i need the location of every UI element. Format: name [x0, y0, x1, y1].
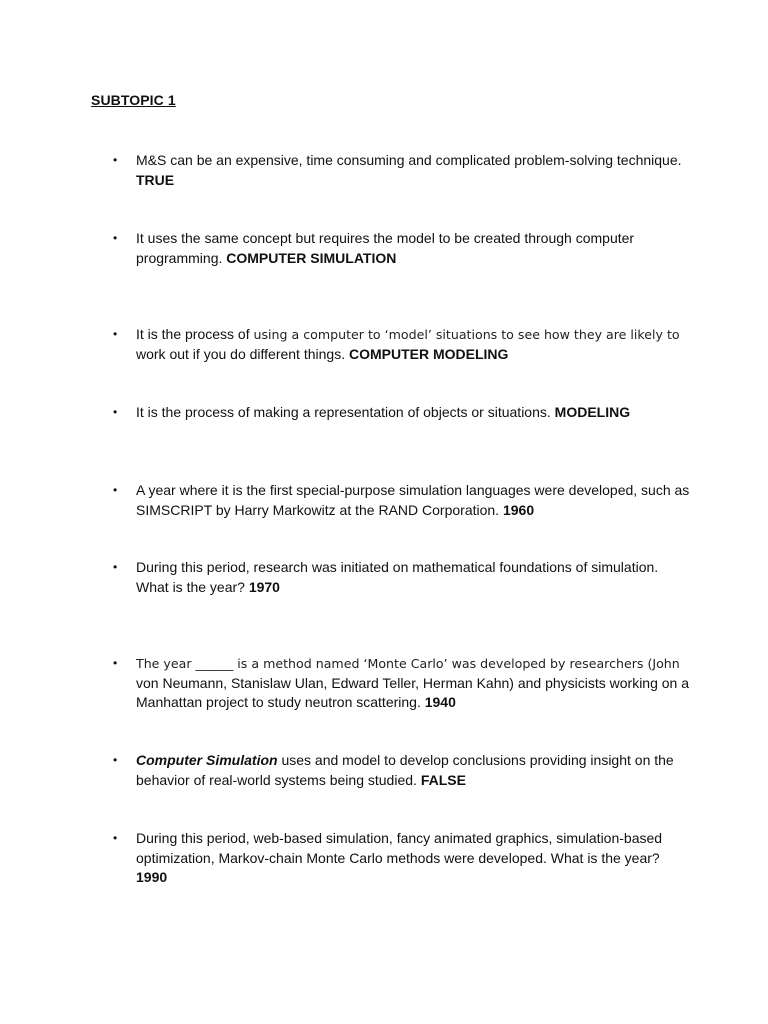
- list-item: [113, 151, 693, 190]
- list-item: [113, 403, 693, 423]
- list-item: [113, 751, 693, 790]
- question-text-part-1: It is the process of: [136, 326, 254, 342]
- list-item: [113, 325, 693, 364]
- question-text-part-3: work out if you do different things.: [136, 345, 346, 362]
- question-text: It is the process of making a representation of objects or situations.: [136, 404, 551, 420]
- answer-text: TRUE: [136, 171, 175, 188]
- item-text-block: [136, 829, 693, 888]
- bullet-icon: •: [113, 327, 118, 341]
- question-text-part-2: using a computer to ‘model’ situations to see how they are likely to: [253, 327, 680, 342]
- question-text: M&S can be an expensive, time consuming and complicated problem-solving technique.: [136, 152, 682, 168]
- term-lead: Computer Simulation: [136, 752, 278, 768]
- bullet-icon: •: [113, 656, 118, 670]
- answer-text: 1990: [136, 869, 168, 885]
- item-text-block: [136, 151, 693, 190]
- bullet-icon: •: [113, 831, 118, 845]
- answer-text: FALSE: [420, 771, 466, 788]
- item-text-block: [136, 558, 693, 597]
- question-text-part-2: von Neumann, Stanislaw Ulan, Edward Teller, Herman Kahn) and physicists working on a Manhattan project to study neutron scattering.: [136, 674, 690, 710]
- item-text-block: [136, 403, 693, 423]
- bullet-icon: •: [113, 405, 118, 419]
- item-text-block: [136, 751, 693, 790]
- answer-text: MODELING: [554, 404, 631, 420]
- question-text: uses and model to develop conclusions providing insight on the behavior of real-world systems being studied.: [136, 752, 674, 788]
- list-item: [113, 558, 693, 597]
- list-item: [113, 481, 693, 520]
- answer-text: COMPUTER SIMULATION: [226, 249, 397, 266]
- question-text: During this period, research was initiated on mathematical foundations of simulation. What is the year?: [136, 559, 659, 595]
- item-text-block: [136, 481, 693, 520]
- subtopic-heading: SUBTOPIC 1: [91, 92, 176, 108]
- item-text-block: [136, 325, 693, 364]
- item-text-block: [136, 229, 693, 268]
- bullet-icon: •: [113, 560, 118, 574]
- item-text-block: [136, 654, 693, 713]
- answer-text: 1960: [502, 501, 535, 518]
- question-text: It uses the same concept but requires the model to be created through computer programming.: [136, 230, 635, 266]
- list-item: [113, 654, 693, 713]
- question-text-part-1: The year ______ is a method named ‘Monte Carlo’ was developed by researchers (John: [136, 656, 680, 671]
- bullet-icon: •: [113, 153, 118, 167]
- list-item: [113, 829, 693, 888]
- bullet-icon: •: [113, 483, 118, 497]
- bullet-icon: •: [113, 753, 118, 767]
- answer-text: 1970: [248, 578, 280, 595]
- answer-text: COMPUTER MODELING: [348, 345, 509, 362]
- bullet-icon: •: [113, 231, 118, 245]
- question-text: During this period, web-based simulation, fancy animated graphics, simulation-based optimization, Markov-chain Monte Carlo methods were developed. What is the year?: [136, 830, 663, 866]
- list-item: [113, 229, 693, 268]
- answer-text: 1940: [424, 694, 456, 710]
- question-text: A year where it is the first special-purpose simulation languages were developed, such as SIMSCRIPT by Harry Markowitz at the RAND Corporation.: [136, 482, 690, 518]
